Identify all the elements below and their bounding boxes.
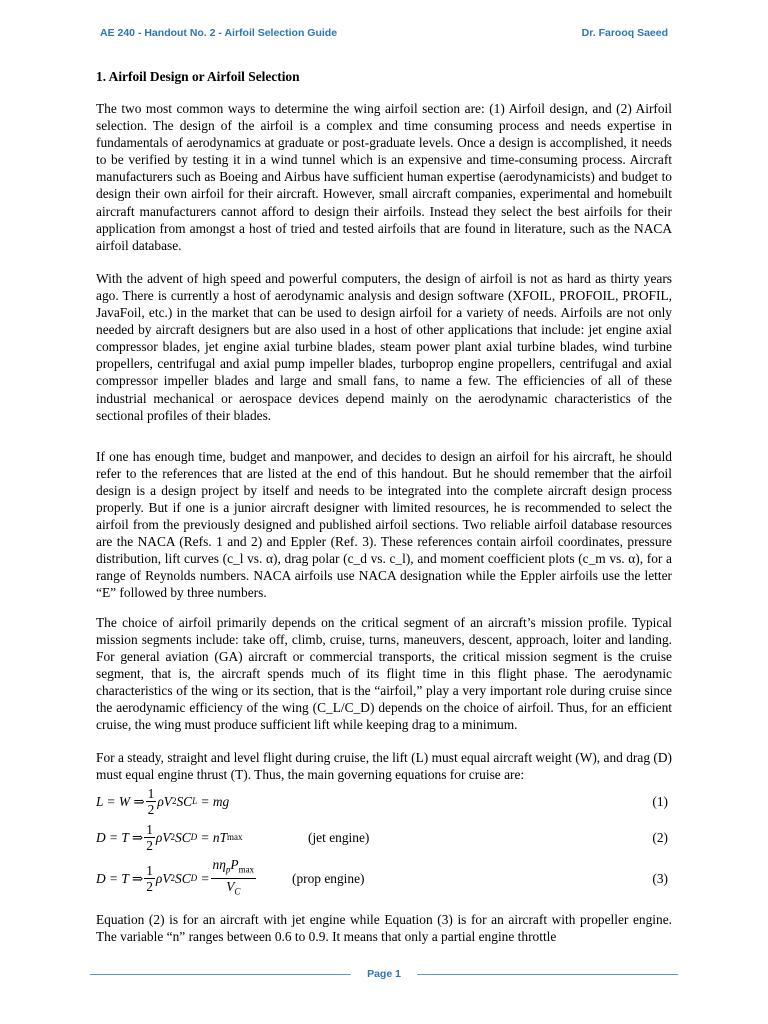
page-footer bbox=[90, 962, 678, 986]
equation-3-note: (prop engine) bbox=[292, 870, 365, 886]
page-header bbox=[100, 27, 668, 39]
equation-3: D = T ⇒ $\frac{1}{2}$ ρV 2 SC D = $\frac{n\eta_pP_{max}}{V_C}$ (prop engine) (3) bbox=[96, 857, 668, 897]
paragraph-5: For a steady, straight and level flight during cruise, the lift (L) must equal aircraft weight (W), and drag (D) must equal engine thrust (T). Thus, the main governing equations for cruise are: bbox=[96, 750, 672, 783]
paragraph-6: Equation (2) is for an aircraft with jet engine while Equation (3) is for an aircraft with propeller engine. The variable “n” ranges between 0.6 to 0.9. It means that only a partial engine throttle bbox=[96, 912, 672, 945]
paragraph-1: The two most common ways to determine the wing airfoil section are: (1) Airfoil design, and (2) Airfoil selection. The design of the airfoil is a complex and time consuming process and needs expertise in fundamentals of aerodynamics at graduate or post-graduate levels. Once a design is accomplished, it needs to be verified by testing it in a wind tunnel which is an expensive and time-consuming process. Aircraft manufacturers such as Boeing and Airbus have sufficient human expertise (aerodynamicists) and budget to design their own airfoil for their aircraft. However, small aircraft companies, experimental and homebuilt aircraft manufacturers cannot afford to design their airfoils. Instead they select the best airfoils for their application from amongst a host of tried and tested airfoils that are found in literature, such as the NACA airfoil database. bbox=[96, 101, 672, 253]
footer-rule-right bbox=[417, 974, 678, 975]
footer-rule-left bbox=[90, 974, 351, 975]
equation-1: L = W ⇒ $\frac{1}{2}$ ρV 2 SC L = mg (1) bbox=[96, 785, 668, 817]
equation-2-number: (2) bbox=[652, 829, 668, 845]
document-body bbox=[96, 68, 672, 954]
paragraph-2: With the advent of high speed and powerful computers, the design of airfoil is not as hard as thirty years ago. There is currently a host of aerodynamic analysis and design software (XFOIL, PROFOIL, PROFIL, JavaFoil, etc.) in the market that can be used to design airfoil for a variety of needs. Airfoils are not only needed by aircraft designers but are also used in a host of other applications that include: jet engine axial compressor blades, jet engine axial turbine blades, steam power plant axial turbine blades, wind turbine propellers, centrifugal and axial pump impeller blades, turboprop engine propellers, centrifugal and axial compressor impeller blades and large and small fans, to name a few. The efficiencies of all of these industrial mechanical or aerospace devices depend mainly on the aerodynamic characteristics of the sectional profiles of their blades. bbox=[96, 270, 672, 423]
header-author: Dr. Farooq Saeed bbox=[581, 27, 668, 39]
equation-3-number: (3) bbox=[652, 870, 668, 886]
header-course-title: AE 240 - Handout No. 2 - Airfoil Selection Guide bbox=[100, 27, 338, 39]
paragraph-3: If one has enough time, budget and manpower, and decides to design an airfoil for his aircraft, he should refer to the references that are listed at the end of this handout. But he should remember that the airfoil design is a design project by itself and needs to be integrated into the complete aircraft design process properly. But if one is a junior aircraft designer with limited resources, he is recommended to select the airfoil from the previously designed and published airfoil sections. Two reliable airfoil database resources are the NACA (Refs. 1 and 2) and Eppler (Ref. 3). These references contain airfoil coordinates, pressure distribution, lift curves (c_l vs. α), drag polar (c_d vs. c_l), and moment coefficient plots (c_m vs. α), for a range of Reynolds numbers. NACA airfoils use NACA designation while the Eppler airfoils use the letter “E” followed by three numbers. bbox=[96, 448, 672, 601]
equation-2: D = T ⇒ $\frac{1}{2}$ ρV 2 SC D = nT max (jet engine) (2) bbox=[96, 821, 668, 853]
equation-1-number: (1) bbox=[652, 793, 668, 809]
equation-2-note: (jet engine) bbox=[308, 829, 370, 845]
paragraph-4: The choice of airfoil primarily depends on the critical segment of an aircraft’s mission profile. Typical mission segments include: take off, climb, cruise, turns, maneuvers, descent, approach, loiter and landing. For general aviation (GA) aircraft or commercial transports, the critical mission segment is the cruise segment, that is, the aircraft spends much of its flight time in this flight phase. The aerodynamic characteristics of the wing or its section, that is the “airfoil,” play a very important role during cruise since the aerodynamic efficiency of the wing (C_L/C_D) depends on the choice of airfoil. Thus, for an efficient cruise, the wing must produce sufficient lift while keeping drag to a minimum. bbox=[96, 614, 672, 733]
section-title: 1. Airfoil Design or Airfoil Selection bbox=[96, 69, 300, 84]
page-number: Page 1 bbox=[367, 968, 401, 980]
